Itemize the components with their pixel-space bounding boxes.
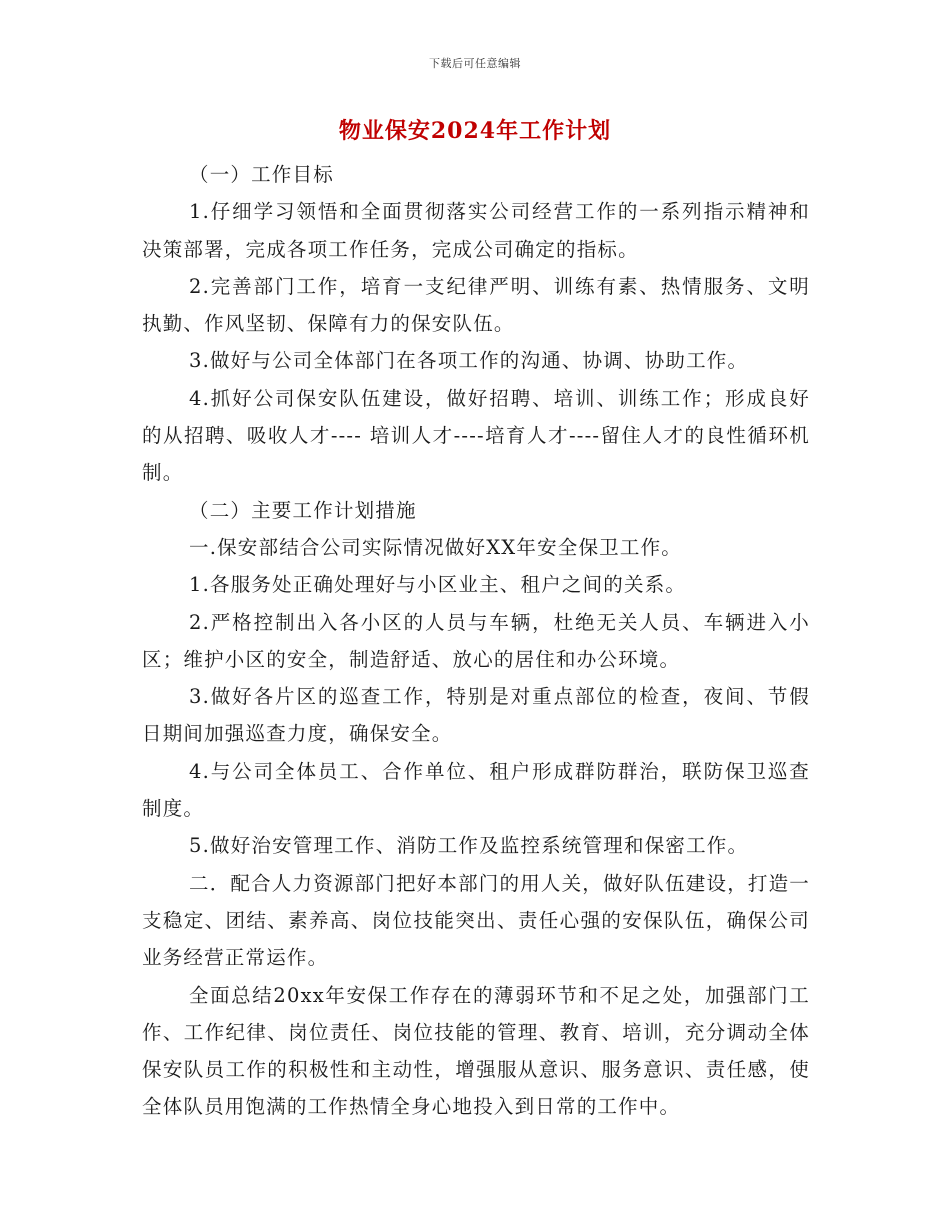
header-note: 下载后可任意编辑 — [429, 57, 521, 70]
measure-item-2: 2.严格控制出入各小区的人员与车辆，杜绝无关人员、车辆进入小区；维护小区的安全，制造舒适、放心的居住和办公环境。 — [142, 610, 810, 671]
measure-item-4: 4.与公司全体员工、合作单位、租户形成群防群治，联防保卫巡查制度。 — [142, 759, 810, 821]
goal-item-1: 1.仔细学习领悟和全面贯彻落实公司经营工作的一系列指示精神和决策部署，完成各项工作任务，完成公司确定的指标。 — [142, 200, 810, 261]
measure-heading-1: 一.保安部结合公司实际情况做好XX年安全保卫工作。 — [189, 535, 682, 559]
goal-item-3: 3.做好与公司全体部门在各项工作的沟通、协调、协助工作。 — [189, 349, 749, 373]
measure-item-1: 1.各服务处正确处理好与小区业主、租户之间的关系。 — [189, 573, 687, 597]
measure-item-3: 3.做好各片区的巡查工作，特别是对重点部位的检查，夜间、节假日期间加强巡查力度，确保安全。 — [142, 685, 810, 746]
measure-item-5: 5.做好治安管理工作、消防工作及监控系统管理和保密工作。 — [189, 834, 749, 858]
goal-item-4: 4.抓好公司保安队伍建设，做好招聘、培训、训练工作；形成良好的从招聘、吸收人才---- 培训人才----培育人才----留住人才的良性循环机制。 — [142, 386, 810, 485]
goal-item-2: 2.完善部门工作，培育一支纪律严明、训练有素、热情服务、文明执勤、作风坚韧、保障有力的保安队伍。 — [142, 274, 810, 336]
section-heading-measures: （二）主要工作计划措施 — [189, 498, 417, 522]
section-heading-goals: （一）工作目标 — [189, 163, 334, 186]
document-body — [142, 156, 810, 1126]
measure-heading-2: 二．配合人力资源部门把好本部门的用人关，做好队伍建设，打造一支稳定、团结、素养高、岗位技能突出、责任心强的安保队伍，确保公司业务经营正常运作。 — [142, 871, 811, 970]
summary-paragraph: 全面总结20xx年安保工作存在的薄弱环节和不足之处，加强部门工作、工作纪律、岗位责任、岗位技能的管理、教育、培训，充分调动全体保安队员工作的积极性和主动性，增强服从意识、服务意识、责任感，使全体队员用饱满的工作热情全身心地投入到日常的工作中。 — [142, 983, 810, 1119]
document-title: 物业保安2024年工作计划 — [338, 118, 612, 144]
